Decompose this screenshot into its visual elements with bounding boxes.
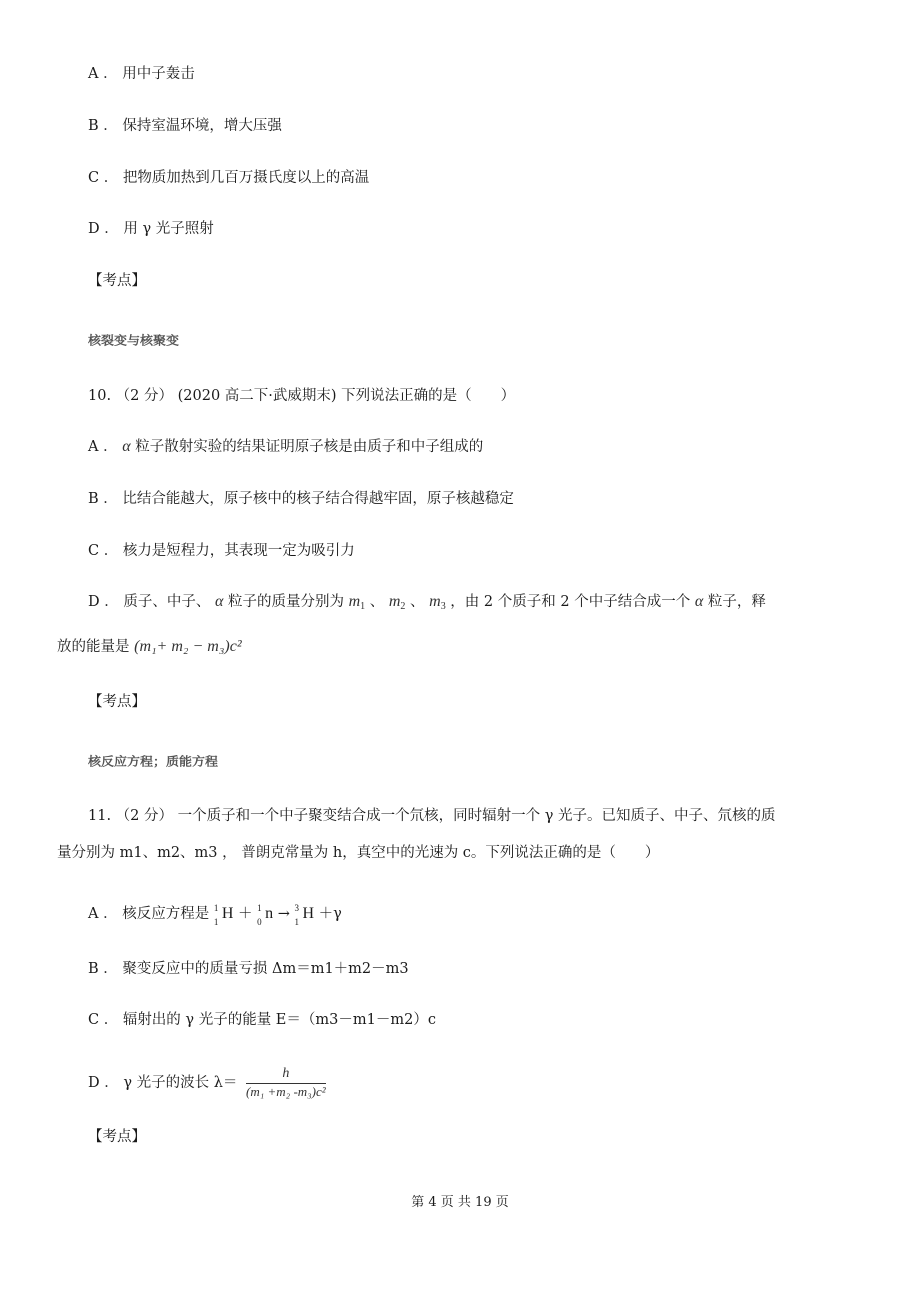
q11-stem-line1: 11. （2 分） 一个质子和一个中子聚变结合成一个氘核，同时辐射一个 γ 光子。已知质子、中子、氘核的质 bbox=[88, 808, 776, 824]
q9-option-c: C ． 把物质加热到几百万摄氏度以上的高温 bbox=[88, 170, 370, 186]
q10-option-d-sep1: 、 bbox=[365, 594, 389, 610]
q9-option-b: B ． 保持室温环境，增大压强 bbox=[88, 118, 282, 134]
fraction-numerator: h bbox=[246, 1066, 326, 1084]
q11-option-c: C ． 辐射出的 γ 光子的能量 E＝（m3－m1－m2）c bbox=[88, 1012, 436, 1028]
q11-option-d bbox=[88, 1066, 326, 1100]
q10-option-d-part2: 粒子的质量分别为 bbox=[223, 594, 349, 610]
q10-kaodian-label: 【考点】 bbox=[88, 694, 146, 710]
q10-stem: 10. （2 分） (2020 高二下·武威期末) 下列说法正确的是（ ） bbox=[88, 388, 516, 404]
q10-option-d-part4: 粒子，释 bbox=[703, 594, 766, 610]
mass-m1: $m_1$ bbox=[348, 593, 366, 612]
q10-option-a-prefix: A ． bbox=[88, 439, 123, 455]
q9-kaodian-label: 【考点】 bbox=[88, 273, 146, 289]
q10-option-a-text: 粒子散射实验的结果证明原子核是由质子和中子组成的 bbox=[130, 439, 484, 455]
gamma-term: ＋γ bbox=[318, 906, 342, 922]
q10-option-a bbox=[88, 437, 483, 457]
q10-option-d-line2-text: 放的能量是 bbox=[57, 639, 135, 655]
q11-option-d-prefix: D ． γ 光子的波长 λ＝ bbox=[88, 1075, 243, 1091]
nuclide-neutron: 1 0 n bbox=[257, 903, 274, 927]
nuclide-product: 3 1 H bbox=[294, 903, 315, 927]
alpha-symbol: α bbox=[122, 438, 131, 455]
alpha-symbol: α bbox=[214, 593, 224, 610]
mass-m3: $m_3$ bbox=[429, 593, 446, 612]
q10-option-d-part1: D ． 质子、中子、 bbox=[88, 594, 215, 610]
arrow-symbol: → bbox=[277, 906, 290, 922]
q10-option-d-part3: ，由 2 个质子和 2 个中子结合成一个 bbox=[445, 594, 695, 610]
q9-option-a: A ． 用中子轰击 bbox=[88, 66, 195, 82]
alpha-symbol: α bbox=[694, 593, 704, 610]
q10-option-b: B ． 比结合能越大，原子核中的核子结合得越牢固，原子核越稳定 bbox=[88, 491, 514, 507]
q9-option-d: D ． 用 γ 光子照射 bbox=[88, 221, 214, 237]
q10-option-d-sep2: 、 bbox=[405, 594, 430, 610]
q11-kaodian-label: 【考点】 bbox=[88, 1129, 146, 1145]
q9-kaodian-text: 核裂变与核聚变 bbox=[88, 334, 180, 349]
plus-sign: ＋ bbox=[237, 906, 253, 922]
q11-option-a-prefix: A ． 核反应方程是 bbox=[88, 906, 214, 922]
page-footer: 第 4 页 共 19 页 bbox=[411, 1195, 509, 1210]
mass-m2: $m_2$ bbox=[388, 593, 406, 612]
q11-option-b: B ． 聚变反应中的质量亏损 Δm＝m1＋m2－m3 bbox=[88, 961, 409, 977]
q10-option-d bbox=[88, 592, 766, 617]
q10-option-c: C ． 核力是短程力，其表现一定为吸引力 bbox=[88, 543, 355, 559]
nuclide-proton: 1 1 H bbox=[213, 903, 234, 927]
q11-stem-line2: 量分别为 m1、m2、m3 ， 普朗克常量为 h，真空中的光速为 c。下列说法正确的是（ ） bbox=[57, 845, 660, 861]
q10-kaodian-text: 核反应方程；质能方程 bbox=[88, 755, 219, 770]
energy-formula: (m₁+ m₂ − m₃)c² bbox=[134, 638, 242, 655]
wavelength-fraction bbox=[246, 1066, 326, 1100]
q11-option-a bbox=[88, 903, 342, 927]
fraction-denominator: (m₁ +m₂ -m₃)c² bbox=[246, 1084, 326, 1099]
q10-option-d-line2 bbox=[57, 637, 242, 657]
